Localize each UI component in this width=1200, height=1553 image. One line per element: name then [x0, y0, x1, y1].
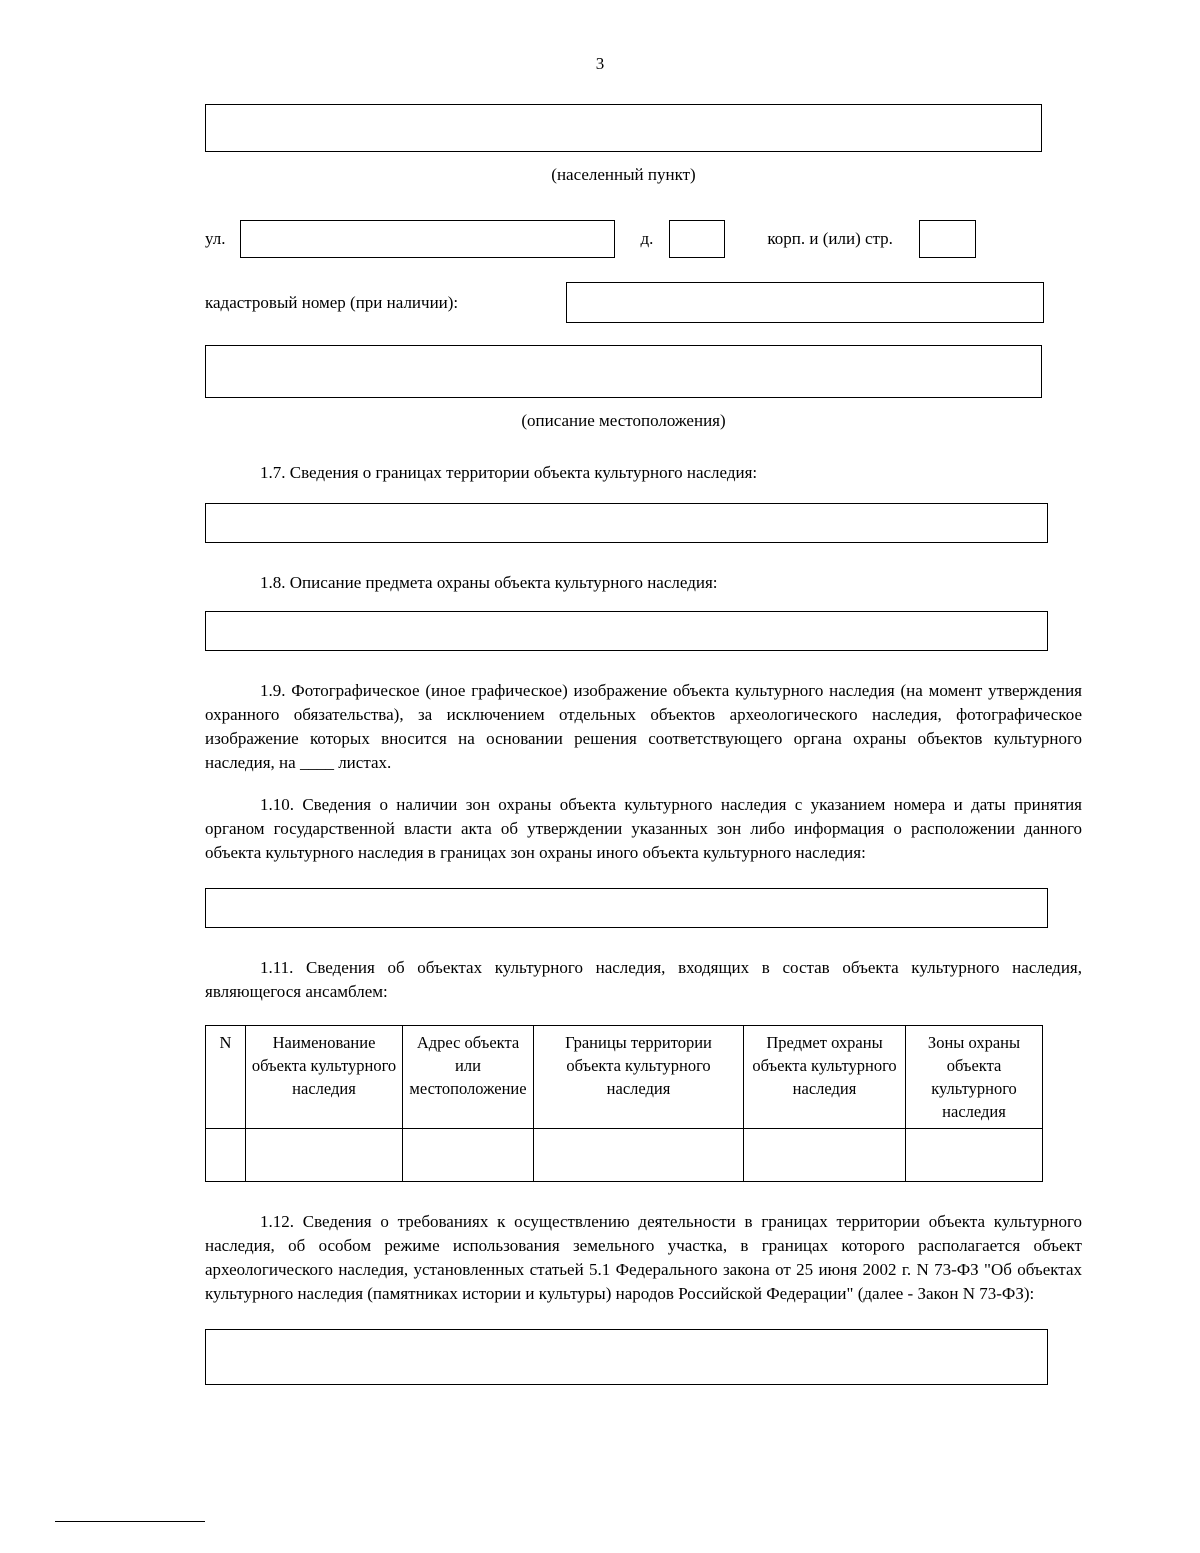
building-label: корп. и (или) стр. — [767, 229, 893, 248]
territory-borders-input[interactable] — [205, 503, 1048, 543]
col-header-borders: Границы территории объекта культурного наследия — [534, 1026, 744, 1129]
cell-address[interactable] — [403, 1129, 534, 1182]
location-description-input[interactable] — [205, 345, 1042, 398]
cadastral-row — [205, 282, 1082, 323]
settlement-caption: (населенный пункт) — [551, 165, 696, 184]
section-1-12-text: 1.12. Сведения о требованиях к осуществлению деятельности в границах территории объекта культурного наследия, об особом режиме использования земельного участка, в границах которого располагается объект археологического наследия, установленных статьей 5.1 Федерального закона от 25 июня 2002 г. N 73-ФЗ "Об объектах культурного наследия (памятниках истории и культуры) народов Российской Федерации" (далее - Закон N 73-ФЗ): — [205, 1212, 1082, 1303]
house-label: д. — [640, 229, 654, 248]
page-content — [205, 104, 1082, 1385]
footnote-divider — [55, 1521, 205, 1522]
protection-subject-input[interactable] — [205, 611, 1048, 651]
location-caption: (описание местоположения) — [521, 411, 726, 430]
col-header-zones: Зоны охраны объекта культурного наследия — [906, 1026, 1043, 1129]
street-label: ул. — [205, 229, 226, 248]
cadastral-label: кадастровый номер (при наличии): — [205, 292, 459, 312]
col-header-name: Наименование объекта культурного наследия — [246, 1026, 403, 1129]
section-1-7-text: 1.7. Сведения о границах территории объекта культурного наследия: — [260, 463, 758, 482]
cell-subject[interactable] — [744, 1129, 906, 1182]
table-row — [206, 1129, 1043, 1182]
house-number-input[interactable] — [669, 220, 725, 258]
col-header-subject: Предмет охраны объекта культурного наследия — [744, 1026, 906, 1129]
ensemble-objects-table — [205, 1025, 1043, 1182]
page-number: 3 — [595, 54, 605, 73]
cell-borders[interactable] — [534, 1129, 744, 1182]
section-1-9-text: 1.9. Фотографическое (иное графическое) изображение объекта культурного наследия (на момент утверждения охранного обязательства), за исключением отдельных объектов археологического наследия, фотографическое изображение которых вносится на основании решения соответствующего органа охраны объектов культурного наследия, на ____ листах. — [205, 681, 1082, 772]
protection-zones-input[interactable] — [205, 888, 1048, 928]
activity-requirements-input[interactable] — [205, 1329, 1048, 1385]
table-header-row — [206, 1026, 1043, 1129]
section-1-8-text: 1.8. Описание предмета охраны объекта культурного наследия: — [260, 573, 718, 592]
section-1-11-text: 1.11. Сведения об объектах культурного наследия, входящих в состав объекта культурного наследия, являющегося ансамблем: — [205, 958, 1082, 1001]
col-header-number: N — [206, 1026, 246, 1129]
section-1-10-text: 1.10. Сведения о наличии зон охраны объекта культурного наследия с указанием номера и даты принятия органом государственной власти акта об утверждении указанных зон либо информация о расположении данного объекта культурного наследия в границах зон охраны иного объекта культурного наследия: — [205, 795, 1082, 862]
cell-name[interactable] — [246, 1129, 403, 1182]
street-input[interactable] — [240, 220, 615, 258]
cell-number[interactable] — [206, 1129, 246, 1182]
building-number-input[interactable] — [919, 220, 976, 258]
settlement-input[interactable] — [205, 104, 1042, 152]
col-header-address: Адрес объекта или местоположение — [403, 1026, 534, 1129]
cadastral-number-input[interactable] — [566, 282, 1044, 323]
street-address-row — [205, 220, 1082, 258]
cell-zones[interactable] — [906, 1129, 1043, 1182]
